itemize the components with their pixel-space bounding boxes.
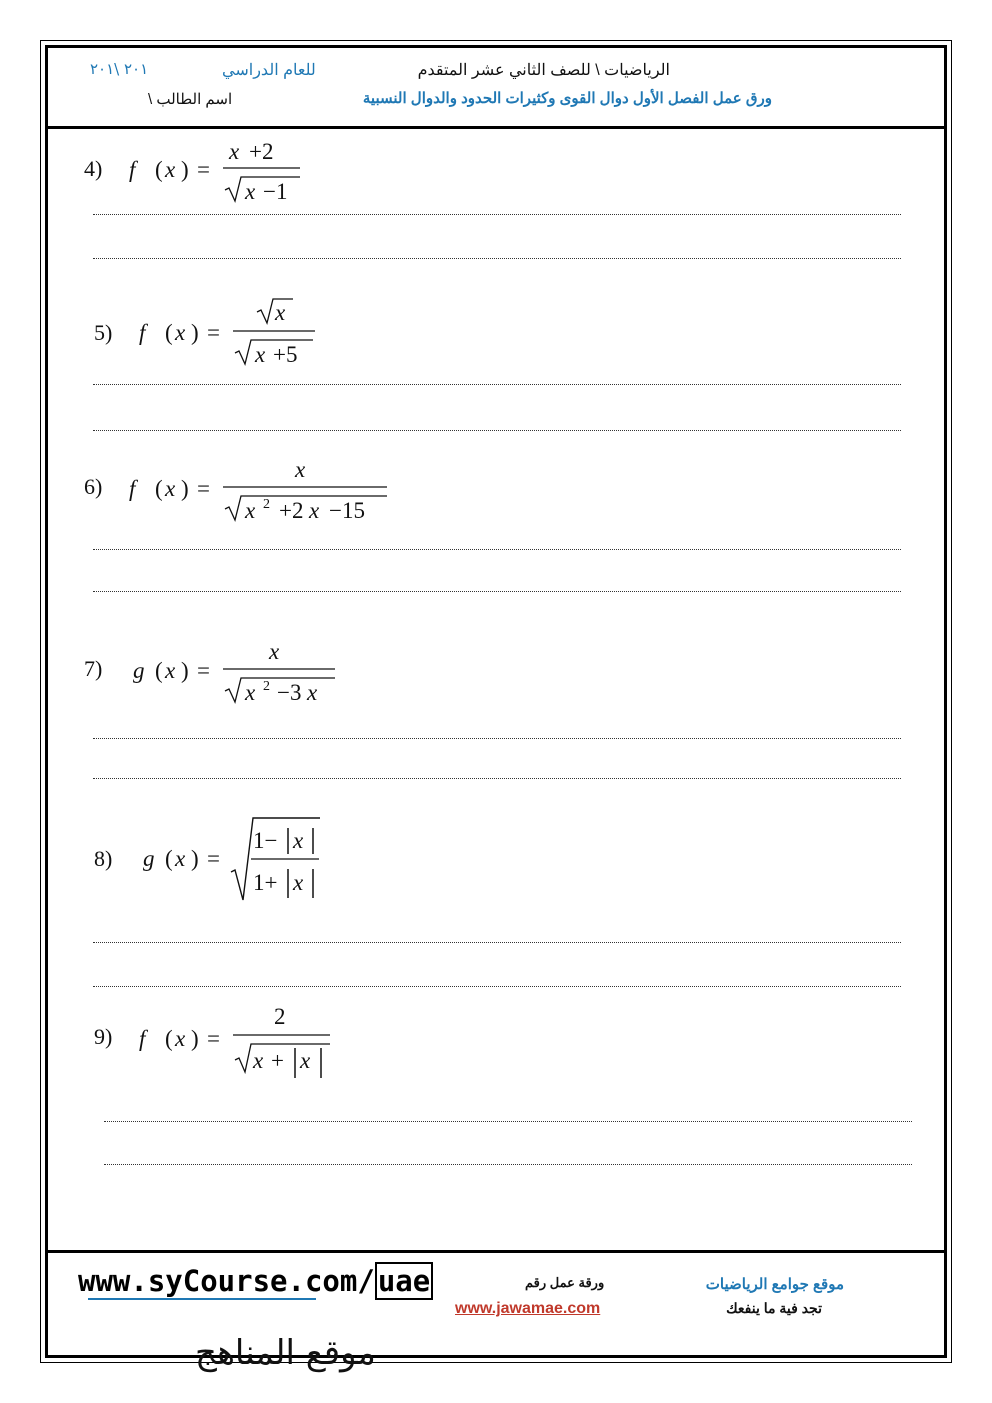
question-6-equation — [125, 450, 395, 535]
svg-text:x: x — [245, 498, 256, 523]
svg-text:f: f — [139, 1026, 146, 1051]
answer-line[interactable] — [93, 986, 901, 987]
svg-text:x: x — [245, 680, 256, 705]
subject-line: الرياضيات \ للصف الثاني عشر المتقدم — [417, 62, 670, 79]
footer-site-watermark[interactable] — [78, 1264, 433, 1298]
svg-text:x: x — [293, 870, 304, 895]
svg-text:x: x — [165, 658, 176, 683]
question-4-number: 4) — [84, 156, 103, 181]
svg-text:1+: 1+ — [253, 870, 278, 895]
svg-text:(: ( — [165, 320, 173, 345]
answer-line[interactable] — [93, 778, 901, 779]
answer-line[interactable] — [93, 430, 901, 431]
question-9-number: 9) — [94, 1024, 113, 1049]
footer-divider — [45, 1250, 947, 1253]
svg-text:2: 2 — [263, 497, 270, 512]
svg-text:(: ( — [165, 1026, 173, 1051]
school-year-label: للعام الدراسي — [222, 62, 316, 79]
svg-text:x: x — [255, 342, 266, 367]
question-5-equation — [135, 290, 335, 375]
answer-line[interactable] — [93, 384, 901, 385]
svg-text:x: x — [300, 1048, 311, 1073]
answer-line[interactable] — [104, 1164, 912, 1165]
svg-text:2: 2 — [263, 679, 270, 694]
school-year-value: ٢٠١ \٢٠١ — [90, 60, 149, 78]
svg-text:+2: +2 — [249, 139, 274, 164]
footer-tagline: تجد فية ما ينفعك — [726, 1300, 822, 1316]
svg-text:−3: −3 — [277, 680, 302, 705]
svg-text:=: = — [207, 320, 220, 345]
svg-text:2: 2 — [274, 1004, 286, 1029]
svg-text:x: x — [175, 320, 186, 345]
svg-text:+2: +2 — [279, 498, 304, 523]
question-5-number: 5) — [94, 320, 113, 345]
header-divider — [45, 126, 947, 129]
question-8-equation — [135, 812, 335, 912]
footer-url-link[interactable]: www.jawamae.com — [455, 1300, 601, 1317]
svg-text:−15: −15 — [329, 498, 365, 523]
svg-text:(: ( — [155, 476, 163, 501]
answer-line[interactable] — [93, 214, 901, 215]
answer-line[interactable] — [93, 942, 901, 943]
svg-text:x: x — [175, 1026, 186, 1051]
svg-text:x: x — [165, 476, 176, 501]
svg-text:g: g — [143, 846, 155, 871]
svg-text:x: x — [253, 1048, 264, 1073]
footer-brand: موقع جوامع الرياضيات — [705, 1276, 844, 1293]
svg-text:f: f — [129, 157, 136, 182]
question-8-number: 8) — [94, 846, 113, 871]
svg-text:x: x — [229, 139, 240, 164]
svg-text:=: = — [197, 658, 210, 683]
footer-sheet-label: ورقة عمل رقم — [525, 1275, 605, 1290]
header-line-2 — [140, 89, 772, 111]
worksheet-title: ورق عمل الفصل الأول دوال القوى وكثيرات الحدود والدوال النسبية — [362, 90, 772, 107]
svg-text:f: f — [139, 320, 146, 345]
svg-text:): ) — [181, 658, 189, 683]
svg-text:x: x — [295, 457, 306, 482]
svg-text:x: x — [165, 157, 176, 182]
svg-text:1−: 1− — [253, 828, 278, 853]
svg-text:x: x — [175, 846, 186, 871]
svg-text:x: x — [309, 498, 320, 523]
answer-line[interactable] — [93, 738, 901, 739]
svg-text:=: = — [197, 157, 210, 182]
svg-text:(: ( — [155, 157, 163, 182]
svg-text:=: = — [207, 846, 220, 871]
question-4-equation — [125, 135, 325, 210]
svg-text:g: g — [133, 658, 145, 683]
svg-text:(: ( — [155, 658, 163, 683]
svg-text:(: ( — [165, 846, 173, 871]
svg-text:x: x — [245, 179, 256, 204]
svg-text:): ) — [191, 1026, 199, 1051]
footer-site-box: uae — [375, 1262, 433, 1300]
svg-text:): ) — [191, 320, 199, 345]
svg-text:+5: +5 — [273, 342, 298, 367]
svg-text:): ) — [181, 476, 189, 501]
header-line-1 — [90, 60, 670, 82]
footer-site-text: www.syCourse.com/ — [78, 1264, 375, 1298]
svg-text:=: = — [207, 1026, 220, 1051]
svg-text:x: x — [275, 300, 286, 325]
svg-text:x: x — [293, 828, 304, 853]
answer-line[interactable] — [104, 1121, 912, 1122]
answer-line[interactable] — [93, 258, 901, 259]
question-6-number: 6) — [84, 474, 103, 499]
question-7-number: 7) — [84, 656, 103, 681]
answer-line[interactable] — [93, 549, 901, 550]
answer-line[interactable] — [93, 591, 901, 592]
svg-text:f: f — [129, 476, 136, 501]
footer-script-logo: موقع المناهج — [195, 1333, 376, 1373]
svg-text:): ) — [191, 846, 199, 871]
svg-text:=: = — [197, 476, 210, 501]
svg-text:x: x — [269, 639, 280, 664]
svg-text:x: x — [307, 680, 318, 705]
svg-text:+: + — [271, 1048, 284, 1073]
question-7-equation — [125, 632, 345, 717]
svg-text:): ) — [181, 157, 189, 182]
svg-text:−1: −1 — [263, 179, 288, 204]
question-9-equation — [135, 1000, 345, 1090]
student-name-label: اسم الطالب \ — [148, 91, 233, 108]
